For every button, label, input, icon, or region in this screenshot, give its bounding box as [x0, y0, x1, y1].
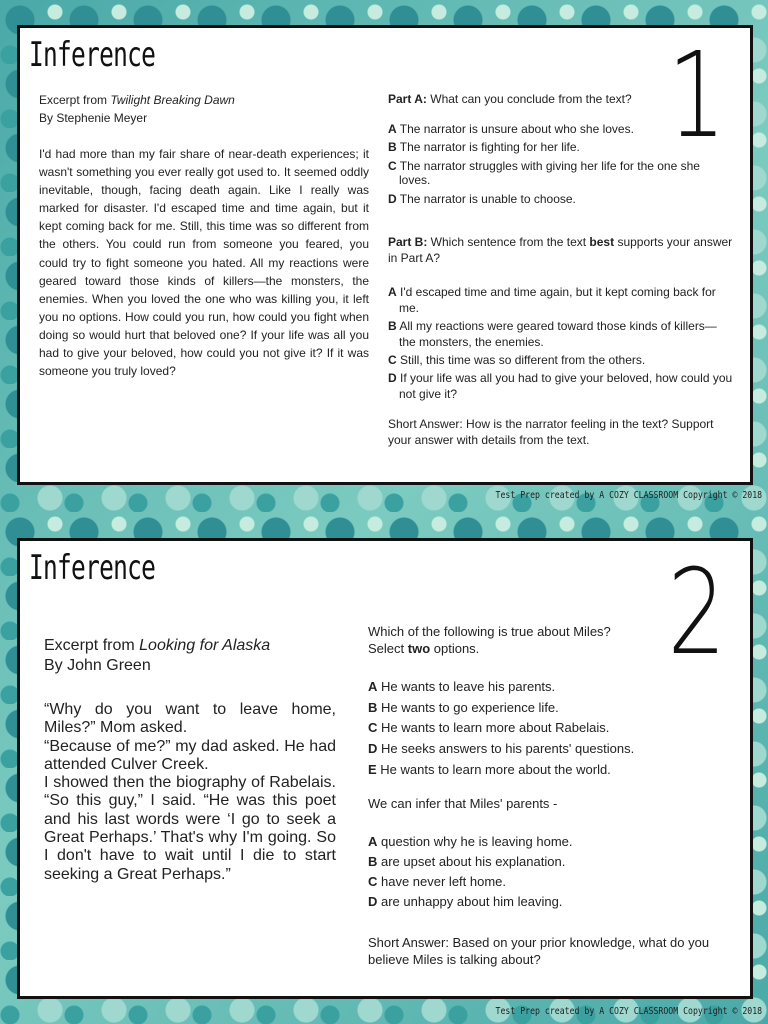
option-letter: B: [368, 853, 378, 869]
option-c[interactable]: [368, 872, 738, 892]
option-text: are unhappy about him leaving.: [377, 893, 563, 909]
excerpt-prefix: Excerpt from: [39, 93, 111, 107]
part-b-options: [388, 284, 733, 402]
option-text: The narrator is unable to choose.: [396, 192, 576, 206]
question-1-text: Which of the following is true about Miles? Select: [368, 624, 611, 656]
option-b[interactable]: [388, 318, 733, 350]
option-b[interactable]: [368, 852, 738, 872]
questions-column: [388, 90, 733, 448]
question-1-options: [368, 677, 738, 781]
part-b-question: [388, 234, 733, 266]
option-text: He wants to go experience life.: [377, 699, 559, 715]
option-letter: A: [388, 285, 397, 299]
passage-text: [44, 701, 336, 884]
question-2: We can infer that Miles' parents -: [368, 795, 558, 811]
option-letter: D: [388, 371, 397, 385]
option-letter: D: [368, 893, 378, 909]
part-a-question: [388, 90, 733, 108]
option-letter: A: [368, 679, 378, 694]
card-number: 2: [667, 543, 726, 681]
option-d[interactable]: [368, 739, 738, 760]
option-text: The narrator is unsure about who she loves.: [396, 122, 634, 136]
excerpt-source: [39, 91, 369, 109]
option-letter: B: [388, 319, 397, 333]
excerpt-source: [44, 636, 336, 656]
option-letter: A: [388, 122, 397, 136]
option-letter: C: [368, 873, 378, 889]
question-1-text-end: options.: [430, 641, 480, 656]
option-letter: B: [388, 140, 397, 154]
option-e[interactable]: [368, 760, 738, 781]
option-text: He wants to learn more about Rabelais.: [377, 720, 610, 736]
option-text: He wants to learn more about the world.: [376, 761, 611, 777]
credit-line-1: Test Prep created by A COZY CLASSROOM Copyright © 2018: [495, 490, 762, 501]
passage-text: I'd had more than my fair share of near-death experiences; it wasn't something you ever really got used to. It seemed oddly inevitable, though, facing death again. Like I really was marked for disaster. I'd escaped time and time again, but it kept coming back for me. Still, this time was so different from the others. You could run from someone you feared, you could try to fight someone you hated. All my reactions were geared toward those kinds of killers—the monsters, the enemies. When you loved the one who was killing you, it left you no options. How could you run, how could you fight when doing so would hurt that beloved one? If your life was all you had to give your beloved, how could you not give it? If it was someone you truly loved?: [39, 147, 369, 379]
option-letter: D: [388, 192, 397, 206]
option-a[interactable]: [388, 120, 733, 138]
excerpt-prefix: Excerpt from: [44, 637, 140, 654]
option-c[interactable]: [368, 718, 738, 739]
option-b[interactable]: [388, 138, 733, 156]
option-letter: C: [388, 159, 397, 173]
option-letter: E: [368, 761, 377, 777]
option-a[interactable]: [388, 284, 733, 316]
option-b[interactable]: [368, 698, 738, 719]
option-text: He wants to leave his parents.: [377, 679, 556, 694]
part-a-text: What can you conclude from the text?: [426, 92, 632, 106]
option-letter: C: [368, 720, 378, 736]
option-letter: A: [368, 833, 378, 849]
part-b-text-end: supports your answer in Part A?: [388, 235, 733, 265]
option-d[interactable]: [388, 370, 733, 402]
option-a[interactable]: [368, 677, 738, 698]
option-letter: C: [388, 353, 397, 367]
option-a[interactable]: [368, 832, 738, 852]
short-answer: Short Answer: Based on your prior knowledge, what do you believe Miles is talking about?: [368, 934, 710, 967]
option-c[interactable]: [388, 159, 733, 187]
credit-line-2: Test Prep created by A COZY CLASSROOM Copyright © 2018: [495, 1006, 762, 1017]
option-d[interactable]: [388, 190, 733, 208]
part-b-emphasis: best: [589, 235, 615, 249]
option-text: I'd escaped time and time again, but it kept coming back for me.: [396, 285, 716, 315]
option-c[interactable]: [388, 352, 733, 368]
option-text: He seeks answers to his parents' questions.: [377, 741, 635, 757]
option-text: question why he is leaving home.: [377, 833, 573, 849]
option-letter: D: [368, 741, 378, 757]
part-b-label: Part B:: [388, 235, 428, 249]
option-text: The narrator struggles with giving her life for the one she loves.: [396, 159, 700, 187]
passage-column: [39, 91, 369, 380]
card-title: Inference: [29, 35, 156, 75]
card-title: Inference: [29, 548, 156, 588]
option-text: The narrator is fighting for her life.: [396, 140, 580, 154]
author: By Stephenie Meyer: [39, 111, 148, 125]
option-text: are upset about his explanation.: [377, 853, 566, 869]
question-1: [368, 623, 623, 657]
part-a-options: [388, 120, 733, 208]
option-text: Still, this time was so different from the others.: [396, 353, 646, 367]
short-answer: Short Answer: How is the narrator feeling in the text? Support your answer with details from the text.: [388, 417, 714, 447]
part-a-label: Part A:: [388, 92, 427, 106]
task-card-1: [17, 25, 753, 485]
option-letter: B: [368, 699, 378, 715]
card-number: 1: [667, 26, 726, 164]
option-text: All my reactions were geared toward those kinds of killers—the monsters, the enemies.: [396, 319, 717, 349]
questions-column: [368, 623, 738, 968]
option-d[interactable]: [368, 892, 738, 912]
option-text: If your life was all you had to give your beloved, how could you not give it?: [396, 371, 733, 401]
book-title: Twilight Breaking Dawn: [110, 93, 235, 107]
question-1-emphasis: two: [407, 641, 431, 656]
passage-line: I showed then the biography of Rabelais. “So this guy,” I said. “He was this poet and his last words were ‘I go to seek a Great Perhaps.’ That's why I'm going. So I don't have to wait until I die to start seeking a Great Perhaps.”: [44, 774, 336, 883]
passage-line: “Because of me?” my dad asked. He had attended Culver Creek.: [44, 737, 336, 773]
option-text: have never left home.: [377, 873, 507, 889]
author: By John Green: [44, 657, 151, 674]
part-b-text: Which sentence from the text: [427, 235, 590, 249]
passage-column: [44, 636, 336, 884]
task-card-2: [17, 538, 753, 999]
book-title: Looking for Alaska: [139, 637, 271, 654]
passage-line: “Why do you want to leave home, Miles?” Mom asked.: [44, 701, 336, 737]
question-2-options: [368, 832, 738, 912]
